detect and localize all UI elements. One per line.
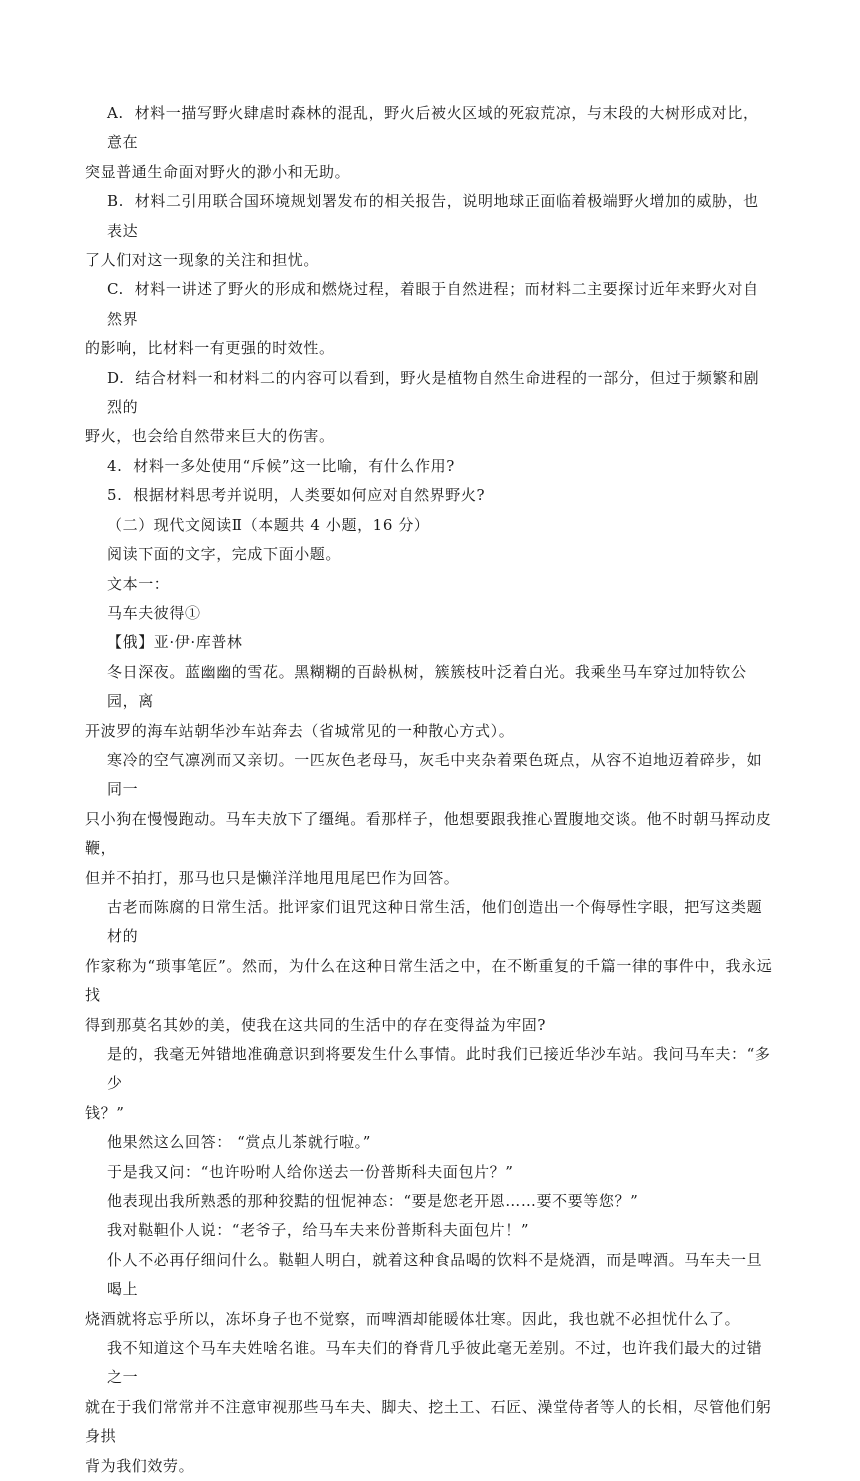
option-b-text: 材料二引用联合国环境规划署发布的相关报告，说明地球正面临着极端野火增加的威胁，也表达 [107,192,759,240]
option-d-continuation: 野火，也会给自然带来巨大的伤害。 [85,427,335,446]
option-a-text: 材料一描写野火肆虐时森林的混乱，野火后被火区域的死寂荒凉，与末段的大树形成对比，意在 [107,104,759,152]
option-a-letter: A. [107,104,124,122]
text-label: 文本一： [107,574,170,593]
option-c-line1 [107,275,774,334]
paragraph-3-line1: 古老而陈腐的日常生活。批评家们诅咒这种日常生活，他们创造出一个侮辱性字眼，把写这类题材的 [107,897,763,946]
option-a-continuation: 突显普通生命面对野火的渺小和无助。 [85,162,351,181]
paragraph-4-line2: 钱？” [85,1103,125,1122]
option-b-continuation: 了人们对这一现象的关注和担忧。 [85,251,320,270]
paragraph-5: 他果然这么回答： “赏点儿茶就行啦。” [107,1133,372,1152]
option-b-line1 [107,187,774,246]
question-5-text: 根据材料思考并说明，人类要如何应对自然界野火? [133,486,486,505]
option-d-letter: D. [107,368,125,387]
paragraph-7: 他表现出我所熟悉的那种狡黠的忸怩神态：“要是您老开恩……要不要等您？” [107,1192,639,1211]
option-c-text: 材料一讲述了野火的形成和燃烧过程，着眼于自然进程；而材料二主要探讨近年来野火对自然界 [107,280,759,328]
option-c-letter: C. [107,280,124,299]
reading-instruction: 阅读下面的文字，完成下面小题。 [107,545,342,564]
paragraph-2-line3: 但并不拍打，那马也只是懒洋洋地甩甩尾巴作为回答。 [85,868,460,887]
option-b-letter: B. [107,192,124,211]
option-c-line2 [85,334,774,363]
option-d-text: 结合材料一和材料二的内容可以看到，野火是植物自然生命进程的一部分，但过于频繁和剧烈的 [107,368,760,417]
question-5-number: 5. [107,486,123,505]
question-4-text: 材料一多处使用“斥候”这一比喻，有什么作用? [133,456,455,475]
paragraph-4-line1: 是的，我毫无舛错地准确意识到将要发生什么事情。此时我们已接近华沙车站。我问马车夫：“多少 [107,1045,771,1093]
paragraph-10-line3: 背为我们效劳。 [85,1456,195,1475]
paragraph-9-line1: 仆人不必再仔细问什么。鞑靼人明白，就着这种食品喝的饮料不是烧酒，而是啤酒。马车夫一旦喝上 [107,1250,763,1299]
question-4-number: 4. [107,456,123,475]
paragraph-8: 我对鞑靼仆人说：“老爷子，给马车夫来份普斯科夫面包片！” [107,1221,530,1240]
paragraph-3-line3: 得到那莫名其妙的美，使我在这共同的生活中的存在变得益为牢固? [85,1015,547,1034]
story-body [85,658,774,1481]
paragraph-2-line1: 寒冷的空气凛冽而又亲切。一匹灰色老母马，灰毛中夹杂着栗色斑点，从容不迫地迈着碎步，如同一 [107,750,763,799]
option-a-line1 [107,99,774,158]
option-a-line2 [85,158,774,187]
question-4 [107,452,774,481]
paragraph-6: 于是我又问：“也许吩咐人给你送去一份普斯科夫面包片？” [107,1162,514,1181]
option-d-line1 [107,364,774,423]
paragraph-3-line2: 作家称为“琐事笔匠”。然而，为什么在这种日常生活之中，在不断重复的千篇一律的事件中，我永远找 [85,956,773,1005]
option-c-continuation: 的影响，比材料一有更强的时效性。 [85,339,335,358]
paragraph-2-line2: 只小狗在慢慢跑动。马车夫放下了缰绳。看那样子，他想要跟我推心置腹地交谈。他不时朝马挥动皮鞭， [85,809,772,858]
paragraph-10-line1: 我不知道这个马车夫姓啥名谁。马车夫们的脊背几乎彼此毫无差别。不过，也许我们最大的过错之一 [107,1339,763,1387]
document-body [85,99,774,1481]
story-title: 马车夫彼得① [107,603,201,622]
paragraph-1-line1: 冬日深夜。蓝幽幽的雪花。黑糊糊的百龄枞树，簇簇枝叶泛着白光。我乘坐马车穿过加特钦公园，离 [107,662,747,711]
paragraph-1-line2: 开波罗的海车站朝华沙车站奔去（省城常见的一种散心方式）。 [85,721,515,740]
question-5 [107,481,774,510]
section-heading: （二）现代文阅读Ⅱ（本题共 4 小题，16 分） [107,515,430,534]
paragraph-9-line2: 烧酒就将忘乎所以，冻坏身子也不觉察，而啤酒却能暖体壮寒。因此，我也就不必担忧什么了。 [85,1309,741,1328]
option-d-line2 [85,422,774,451]
option-b-line2 [85,246,774,275]
paragraph-10-line2: 就在于我们常常并不注意审视那些马车夫、脚夫、挖土工、石匠、澡堂侍者等人的长相，尽管他们躬身拱 [85,1397,772,1446]
story-author: 【俄】亚·伊·库普林 [107,633,243,652]
